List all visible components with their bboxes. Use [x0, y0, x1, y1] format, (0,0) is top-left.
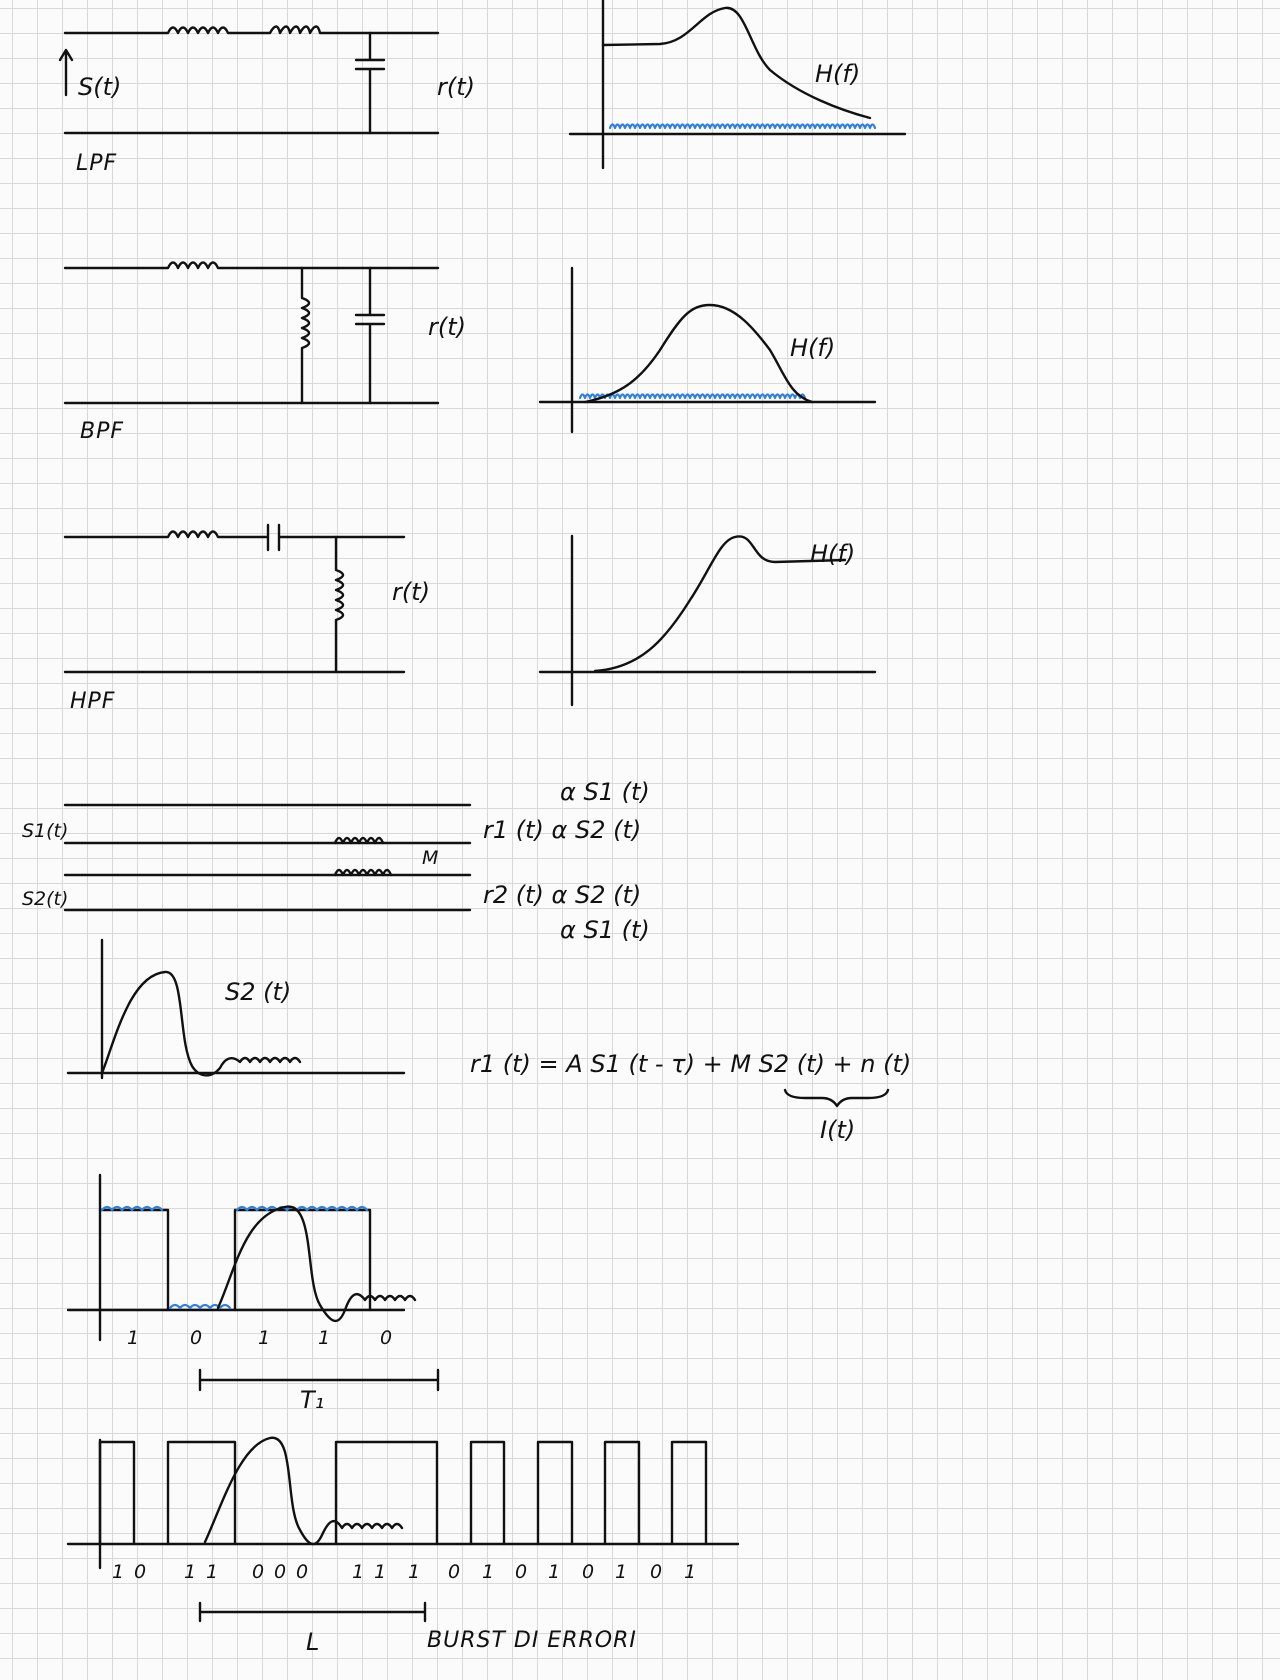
bits2-digit-9: 1 [374, 1561, 387, 1583]
hpf-response-label: H(f) [810, 540, 856, 568]
bits2-digit-7: 0 [296, 1561, 309, 1583]
equation-block [470, 1050, 911, 1144]
bits2-digit-5: 0 [252, 1561, 265, 1583]
bits2-digit-15: 0 [582, 1561, 595, 1583]
bit-sequence-2 [68, 1438, 738, 1656]
bpf-response-curve [585, 305, 812, 402]
coupling-label: M [422, 847, 439, 869]
hpf-output-label: r(t) [392, 578, 431, 606]
bpf-capacitor [356, 268, 384, 403]
bits2-digit-16: 1 [615, 1561, 628, 1583]
crosstalk-coupling-coil-top [335, 838, 383, 843]
bits1-noise-low [170, 1305, 230, 1308]
bits2-digit-17: 0 [650, 1561, 663, 1583]
lpf-response-graph [570, 0, 905, 168]
bits1-square-wave [100, 1210, 370, 1310]
bpf-output-label: r(t) [428, 313, 467, 341]
hpf-top-wire [65, 525, 404, 550]
bits2-digit-2: 0 [134, 1561, 147, 1583]
crosstalk-input-1-label: S1(t) [22, 820, 69, 842]
bpf-inductor [302, 268, 309, 403]
hpf-response-graph [540, 536, 875, 705]
bits2-square-wave [100, 1442, 706, 1544]
bits2-digit-1: 1 [112, 1561, 125, 1583]
hpf-response-curve [595, 536, 845, 671]
bits2-length-bracket [200, 1603, 425, 1621]
output-2-term-a: r2 (t) α S2 (t) [483, 881, 642, 909]
lpf-input-label: S(t) [78, 73, 122, 101]
bits2-digit-18: 1 [684, 1561, 697, 1583]
output-1-term-a: α S1 (t) [560, 778, 650, 806]
bpf-response-label: H(f) [790, 334, 836, 362]
bits1-digit-3: 1 [258, 1327, 271, 1349]
bits1-period-label: T₁ [300, 1386, 325, 1414]
pulse-label: S2 (t) [225, 978, 292, 1006]
bits2-digit-6: 0 [274, 1561, 287, 1583]
hpf-circuit [65, 525, 430, 714]
crosstalk-diagram [22, 778, 650, 944]
bits2-digit-4: 1 [206, 1561, 219, 1583]
output-1-term-b: r1 (t) α S2 (t) [483, 816, 642, 844]
interference-underbrace [785, 1090, 888, 1106]
bits2-digit-8: 1 [352, 1561, 365, 1583]
bpf-response-graph [540, 268, 875, 432]
bits2-digit-10: 1 [408, 1561, 421, 1583]
lpf-response-label: H(f) [815, 60, 861, 88]
lpf-output-label: r(t) [437, 73, 476, 101]
interference-label: I(t) [820, 1116, 856, 1144]
hpf-inductor [336, 537, 343, 672]
bits1-digit-4: 1 [318, 1327, 331, 1349]
bits2-digit-3: 1 [184, 1561, 197, 1583]
bits1-digit-2: 0 [190, 1327, 203, 1349]
bits2-digit-11: 0 [448, 1561, 461, 1583]
bpf-name: BPF [80, 419, 125, 444]
bit-sequence-1 [68, 1175, 438, 1414]
bits2-digit-13: 0 [515, 1561, 528, 1583]
bits2-digit-12: 1 [482, 1561, 495, 1583]
bits2-digit-14: 1 [548, 1561, 561, 1583]
bits1-distorted-pulse [218, 1207, 415, 1321]
pulse-graph [68, 940, 404, 1078]
lpf-name: LPF [76, 151, 118, 176]
bits2-length-label: L [306, 1628, 320, 1656]
received-signal-equation: r1 (t) = A S1 (t - τ) + M S2 (t) + n (t) [470, 1050, 912, 1078]
lpf-noise-trace [610, 125, 875, 129]
bits1-digit-1: 1 [127, 1327, 140, 1349]
bits1-noise-high-1 [102, 1207, 162, 1210]
output-2-term-b: α S1 (t) [560, 916, 650, 944]
bpf-noise-trace [580, 395, 805, 399]
burst-caption: BURST DI ERRORI [427, 1628, 637, 1653]
lpf-circuit [60, 27, 475, 177]
hpf-name: HPF [70, 689, 116, 714]
lpf-capacitor [356, 33, 384, 133]
lpf-input-arrow [60, 50, 72, 95]
bpf-circuit [65, 263, 466, 445]
bpf-top-wire [65, 263, 438, 269]
lpf-top-wire [65, 27, 438, 34]
bits1-digit-5: 0 [380, 1327, 393, 1349]
crosstalk-input-2-label: S2(t) [22, 888, 69, 910]
